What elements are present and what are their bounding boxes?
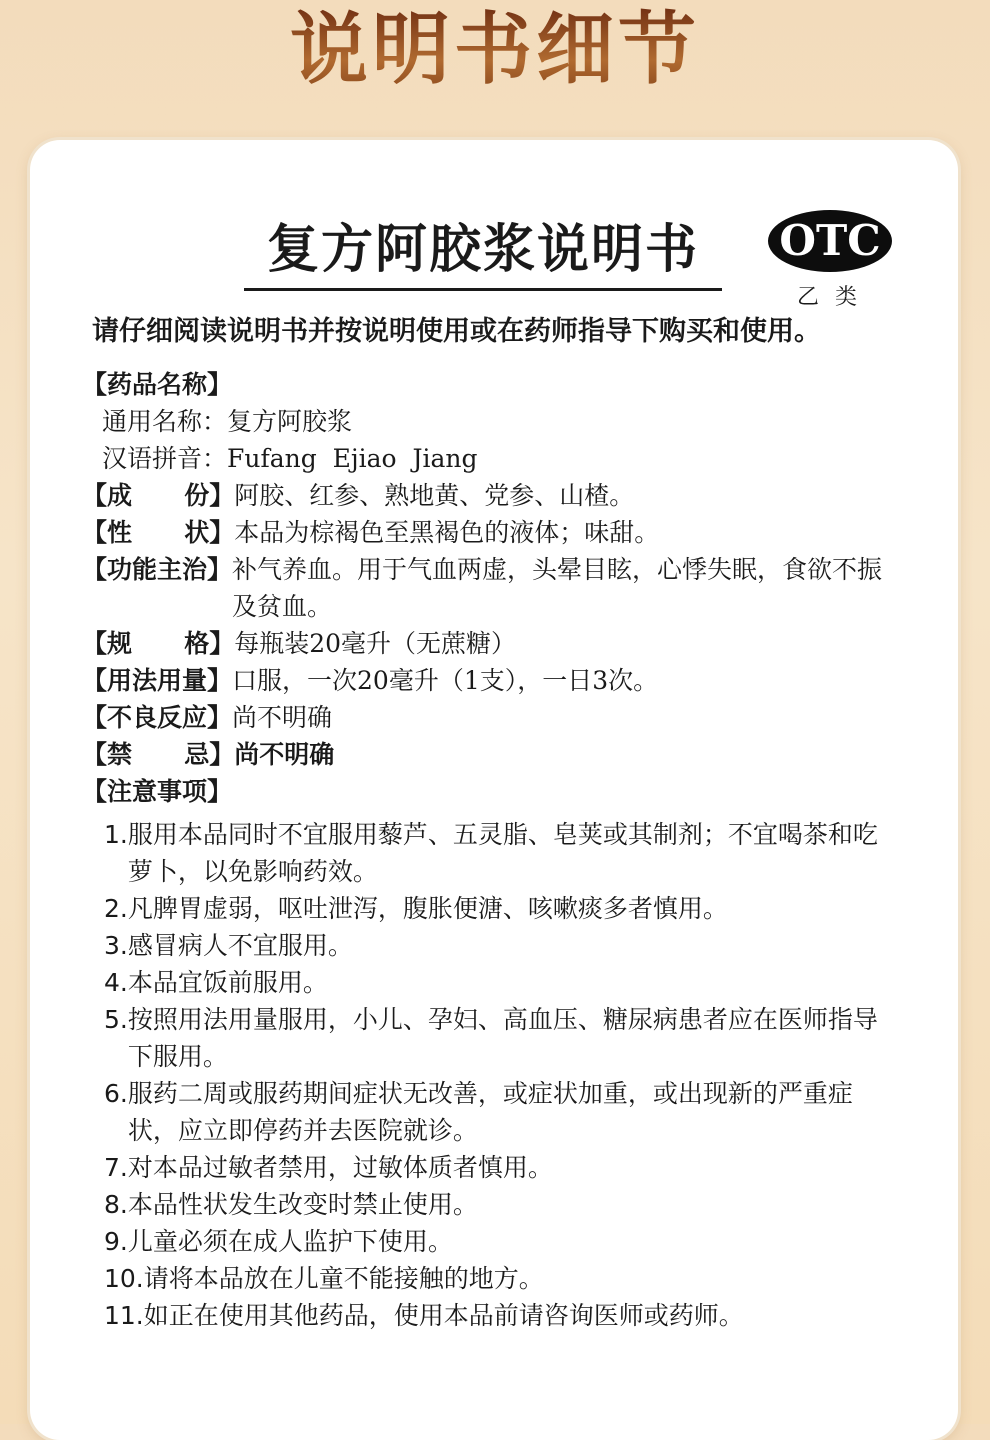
generic-name-label: 通用名称： xyxy=(102,407,228,436)
pinyin-row xyxy=(82,440,902,477)
section-value: 补气养血。用于气血两虚，头晕目眩，心悸失眠，食欲不振及贫血。 xyxy=(232,555,883,621)
section-value: 每瓶装20毫升（无蔗糖） xyxy=(234,629,517,658)
section-dosage xyxy=(82,662,902,699)
section-label: 【用法用量】 xyxy=(82,666,233,695)
caution-text: 按照用法用量服用，小儿、孕妇、高血压、糖尿病患者应在医师指导下服用。 xyxy=(127,1005,878,1071)
pinyin-value: Fufang Ejiao Jiang xyxy=(227,444,478,473)
section-drug-name xyxy=(82,366,902,403)
section-ingredients xyxy=(82,477,902,514)
caution-text: 服用本品同时不宜服用藜芦、五灵脂、皂荚或其制剂；不宜喝茶和吃萝卜，以免影响药效。 xyxy=(127,820,878,886)
drug-info-sections xyxy=(82,366,902,810)
section-value: 尚不明确 xyxy=(232,703,333,732)
caution-item xyxy=(104,1260,894,1297)
caution-text: 如正在使用其他药品，使用本品前请咨询医师或药师。 xyxy=(143,1301,744,1330)
section-spec xyxy=(82,625,902,662)
cautions-list xyxy=(104,816,894,1334)
caution-number: 10. xyxy=(104,1264,144,1293)
section-contraindications xyxy=(82,736,902,773)
caution-item xyxy=(104,1001,894,1075)
caution-text: 儿童必须在成人监护下使用。 xyxy=(127,1227,453,1256)
section-label: 【功能主治】 xyxy=(82,555,233,584)
caution-text: 本品性状发生改变时禁止使用。 xyxy=(127,1190,478,1219)
section-value: 尚不明确 xyxy=(234,740,335,769)
section-adverse xyxy=(82,699,902,736)
caution-item xyxy=(104,1186,894,1223)
caution-item xyxy=(104,816,894,890)
caution-number: 9. xyxy=(104,1227,128,1256)
section-value: 阿胶、红参、熟地黄、党参、山楂。 xyxy=(234,481,635,510)
caution-number: 8. xyxy=(104,1190,128,1219)
caution-number: 4. xyxy=(104,968,128,997)
caution-item xyxy=(104,1075,894,1149)
section-label: 【规 格】 xyxy=(82,629,235,658)
section-label: 【不良反应】 xyxy=(82,703,233,732)
caution-number: 1. xyxy=(104,820,128,849)
document-title: 复方阿胶浆说明书 xyxy=(244,212,722,291)
generic-name-value: 复方阿胶浆 xyxy=(227,407,353,436)
section-label: 【药品名称】 xyxy=(82,370,233,399)
section-value: 本品为棕褐色至黑褐色的液体；味甜。 xyxy=(234,518,660,547)
caution-text: 感冒病人不宜服用。 xyxy=(127,931,353,960)
caution-text: 本品宜饭前服用。 xyxy=(127,968,328,997)
section-label: 【性 状】 xyxy=(82,518,235,547)
caution-text: 对本品过敏者禁用，过敏体质者慎用。 xyxy=(127,1153,553,1182)
caution-text: 服药二周或服药期间症状无改善，或症状加重，或出现新的严重症状，应立即停药并去医院就诊。 xyxy=(127,1079,853,1145)
caution-number: 7. xyxy=(104,1153,128,1182)
otc-class-label: 乙类 xyxy=(796,285,873,310)
caution-text: 请将本品放在儿童不能接触的地方。 xyxy=(143,1264,544,1293)
caution-number: 6. xyxy=(104,1079,128,1108)
caution-number: 11. xyxy=(104,1301,144,1330)
reading-notice: 请仔细阅读说明书并按说明使用或在药师指导下购买和使用。 xyxy=(92,316,821,347)
section-cautions-header xyxy=(82,773,902,810)
caution-number: 2. xyxy=(104,894,128,923)
section-indications xyxy=(82,551,902,625)
caution-item xyxy=(104,1149,894,1186)
generic-name-row xyxy=(82,403,902,440)
caution-number: 5. xyxy=(104,1005,128,1034)
otc-badge: OTC xyxy=(768,210,892,272)
pinyin-label: 汉语拼音： xyxy=(102,444,228,473)
caution-item xyxy=(104,1223,894,1260)
section-label: 【注意事项】 xyxy=(82,777,233,806)
section-label: 【禁 忌】 xyxy=(82,740,235,769)
caution-item xyxy=(104,964,894,1001)
caution-item xyxy=(104,1297,894,1334)
caution-item xyxy=(104,890,894,927)
caution-item xyxy=(104,927,894,964)
section-properties xyxy=(82,514,902,551)
caution-number: 3. xyxy=(104,931,128,960)
section-label: 【成 份】 xyxy=(82,481,235,510)
caution-text: 凡脾胃虚弱，呕吐泄泻，腹胀便溏、咳嗽痰多者慎用。 xyxy=(127,894,728,923)
section-value: 口服，一次20毫升（1支），一日3次。 xyxy=(232,666,659,695)
banner-title: 说明书细节 xyxy=(0,0,990,110)
